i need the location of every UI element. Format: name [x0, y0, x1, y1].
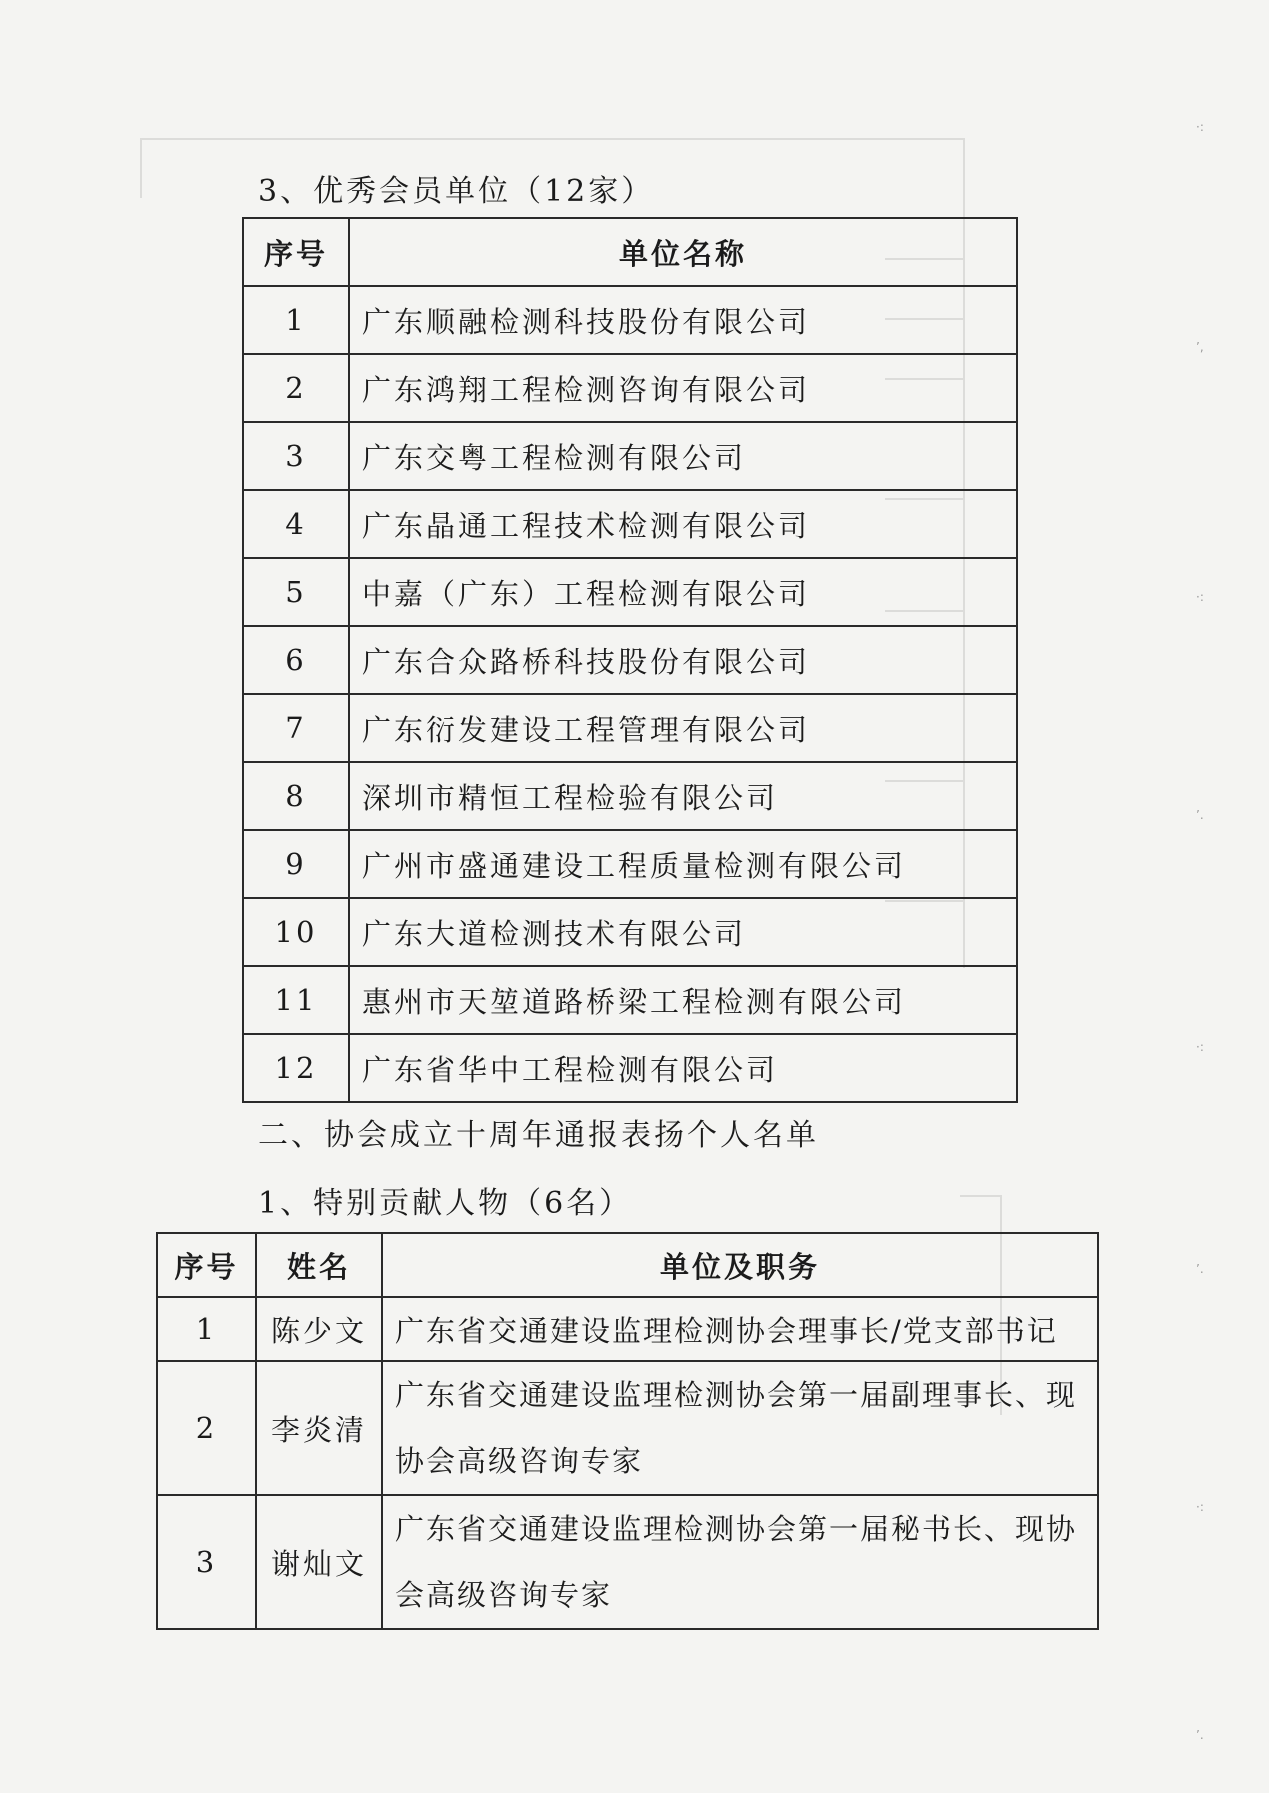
col-header-no: 序号 — [157, 1233, 256, 1297]
row-number: 6 — [243, 626, 349, 694]
table-row — [157, 1361, 1098, 1495]
table-row — [157, 1495, 1098, 1629]
person-name: 陈少文 — [256, 1297, 382, 1361]
table-row — [157, 1297, 1098, 1361]
table-row — [243, 762, 1017, 830]
row-number: 11 — [243, 966, 349, 1034]
row-number: 2 — [157, 1361, 256, 1495]
row-number: 3 — [157, 1495, 256, 1629]
table-row — [243, 558, 1017, 626]
col-header-name: 姓名 — [256, 1233, 382, 1297]
unit-name: 广东省华中工程检测有限公司 — [349, 1034, 1017, 1102]
row-number: 10 — [243, 898, 349, 966]
section-title: 二、协会成立十周年通报表扬个人名单 — [258, 1118, 819, 1153]
section-heading: 3、优秀会员单位（12家） — [258, 174, 655, 209]
table-row — [243, 966, 1017, 1034]
scan-speck: ’. — [1196, 808, 1204, 822]
unit-name: 深圳市精恒工程检验有限公司 — [349, 762, 1017, 830]
unit-name: 广东大道检测技术有限公司 — [349, 898, 1017, 966]
scan-speck: ·: — [1196, 590, 1204, 604]
unit-name: 广东衍发建设工程管理有限公司 — [349, 694, 1017, 762]
bleed-through-line — [140, 138, 142, 198]
person-role: 广东省交通建设监理检测协会第一届副理事长、现协会高级咨询专家 — [382, 1361, 1098, 1495]
table-row — [243, 898, 1017, 966]
bleed-through-line — [140, 138, 963, 140]
row-number: 2 — [243, 354, 349, 422]
scan-speck: ’. — [1196, 1262, 1204, 1276]
subsection-heading: 1、特别贡献人物（6名） — [258, 1186, 633, 1221]
table-header-row — [157, 1233, 1098, 1297]
unit-name: 广东顺融检测科技股份有限公司 — [349, 286, 1017, 354]
unit-name: 广东晶通工程技术检测有限公司 — [349, 490, 1017, 558]
member-units-table — [242, 217, 1018, 1103]
person-name: 谢灿文 — [256, 1495, 382, 1629]
scan-speck: ·: — [1196, 1500, 1204, 1514]
special-contributors-table — [156, 1232, 1099, 1630]
scan-speck: ·: — [1196, 1040, 1204, 1054]
col-header-unit-name: 单位名称 — [349, 218, 1017, 286]
unit-name: 广东鸿翔工程检测咨询有限公司 — [349, 354, 1017, 422]
row-number: 12 — [243, 1034, 349, 1102]
bleed-through-line — [960, 1195, 1000, 1197]
table-row — [243, 354, 1017, 422]
col-header-no: 序号 — [243, 218, 349, 286]
table-row — [243, 490, 1017, 558]
row-number: 1 — [157, 1297, 256, 1361]
scan-speck: ·: — [1196, 120, 1204, 134]
table-row — [243, 830, 1017, 898]
col-header-role: 单位及职务 — [382, 1233, 1098, 1297]
row-number: 5 — [243, 558, 349, 626]
row-number: 1 — [243, 286, 349, 354]
row-number: 7 — [243, 694, 349, 762]
table-row — [243, 286, 1017, 354]
unit-name: 惠州市天堃道路桥梁工程检测有限公司 — [349, 966, 1017, 1034]
table-row — [243, 422, 1017, 490]
scan-speck: ’, — [1196, 340, 1204, 354]
unit-name: 中嘉（广东）工程检测有限公司 — [349, 558, 1017, 626]
unit-name: 广东交粤工程检测有限公司 — [349, 422, 1017, 490]
row-number: 4 — [243, 490, 349, 558]
unit-name: 广州市盛通建设工程质量检测有限公司 — [349, 830, 1017, 898]
person-role: 广东省交通建设监理检测协会第一届秘书长、现协会高级咨询专家 — [382, 1495, 1098, 1629]
row-number: 3 — [243, 422, 349, 490]
unit-name: 广东合众路桥科技股份有限公司 — [349, 626, 1017, 694]
table-row — [243, 1034, 1017, 1102]
person-role: 广东省交通建设监理检测协会理事长/党支部书记 — [382, 1297, 1098, 1361]
table-header-row — [243, 218, 1017, 286]
table-row — [243, 694, 1017, 762]
scan-speck: ’. — [1196, 1728, 1204, 1742]
table-row — [243, 626, 1017, 694]
row-number: 9 — [243, 830, 349, 898]
person-name: 李炎清 — [256, 1361, 382, 1495]
row-number: 8 — [243, 762, 349, 830]
